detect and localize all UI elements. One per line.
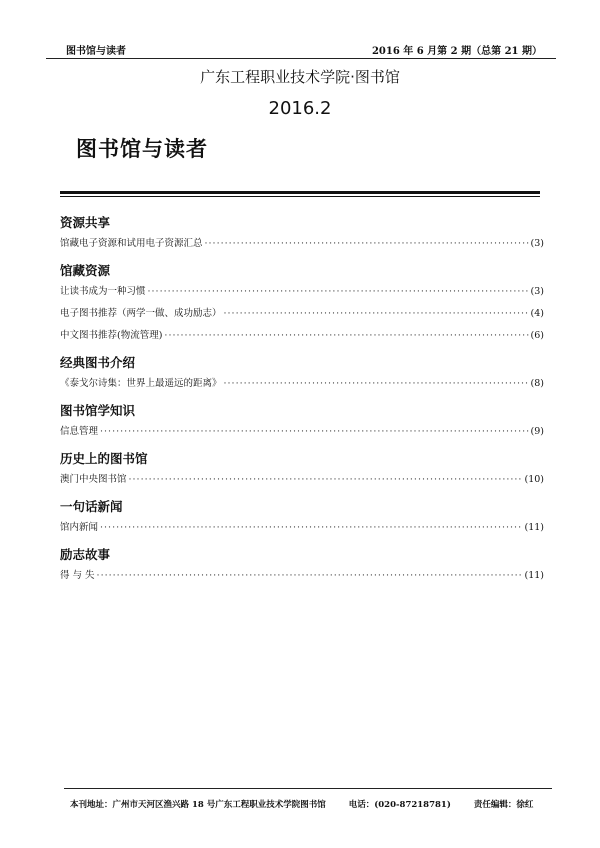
toc-section-heading: 励志故事 bbox=[60, 547, 111, 562]
footer-address: 本刊地址：广州市天河区渔兴路 18 号广东工程职业技术学院图书馆 bbox=[70, 800, 326, 810]
toc-leader-dots bbox=[224, 303, 529, 325]
toc-entry-page: (3) bbox=[530, 238, 544, 249]
table-of-contents bbox=[60, 213, 544, 587]
toc-leader-dots bbox=[97, 565, 523, 587]
toc-entry[interactable] bbox=[60, 565, 544, 587]
issue-date: 2016.2 bbox=[268, 98, 332, 119]
toc-entry-page: (6) bbox=[530, 330, 544, 341]
toc-section-heading: 一句话新闻 bbox=[60, 499, 123, 514]
toc-entry-title: 馆内新闻 bbox=[60, 522, 99, 533]
toc-section-heading: 馆藏资源 bbox=[60, 263, 111, 278]
toc-entry-title: 中文图书推荐(物流管理) bbox=[60, 330, 163, 341]
toc-entry[interactable] bbox=[60, 325, 544, 347]
header-issue-info: 2016 年 6 月第 2 期（总第 21 期） bbox=[371, 46, 542, 57]
running-header bbox=[46, 40, 556, 59]
toc-entry-title: 澳门中央图书馆 bbox=[60, 474, 127, 485]
toc-entry-page: (9) bbox=[530, 426, 544, 437]
toc-leader-dots bbox=[224, 373, 529, 395]
footer bbox=[70, 798, 553, 810]
toc-entry-title: 得 与 失 bbox=[60, 570, 95, 581]
toc-section-heading: 历史上的图书馆 bbox=[60, 451, 148, 466]
title-divider-thick bbox=[60, 191, 540, 194]
toc-leader-dots bbox=[129, 469, 523, 491]
toc-entry[interactable] bbox=[60, 303, 544, 325]
toc-entry-title: 馆藏电子资源和试用电子资源汇总 bbox=[60, 238, 203, 249]
toc-entry-page: (10) bbox=[524, 474, 544, 485]
toc-section-heading: 经典图书介绍 bbox=[60, 355, 136, 370]
toc-entry[interactable] bbox=[60, 469, 544, 491]
toc-entry-page: (11) bbox=[524, 522, 544, 533]
footer-editor: 责任编辑：徐红 bbox=[473, 800, 534, 810]
toc-leader-dots bbox=[148, 281, 529, 303]
toc-entry-page: (3) bbox=[530, 286, 544, 297]
toc-entry[interactable] bbox=[60, 373, 544, 395]
toc-entry-title: 《泰戈尔诗集：世界上最遥远的距离》 bbox=[60, 378, 222, 389]
organization-name: 广东工程职业技术学院·图书馆 bbox=[200, 68, 400, 86]
toc-section-heading: 资源共享 bbox=[60, 215, 111, 230]
toc-leader-dots bbox=[100, 517, 522, 539]
toc-leader-dots bbox=[205, 233, 529, 255]
toc-entry[interactable] bbox=[60, 517, 544, 539]
header-publication-name: 图书馆与读者 bbox=[66, 46, 126, 57]
toc-entry[interactable] bbox=[60, 281, 544, 303]
publication-title: 图书馆与读者 bbox=[76, 137, 208, 161]
toc-entry-page: (8) bbox=[530, 378, 544, 389]
toc-entry-title: 信息管理 bbox=[60, 426, 99, 437]
toc-leader-dots bbox=[164, 325, 528, 347]
toc-entry-page: (4) bbox=[530, 308, 544, 319]
footer-divider bbox=[64, 788, 552, 789]
title-divider-thin bbox=[60, 196, 540, 197]
footer-phone: 电话：(020-87218781) bbox=[348, 800, 451, 810]
toc-section-heading: 图书馆学知识 bbox=[60, 403, 136, 418]
toc-entry[interactable] bbox=[60, 233, 544, 255]
toc-leader-dots bbox=[100, 421, 529, 443]
toc-entry-title: 让读书成为一种习惯 bbox=[60, 286, 146, 297]
toc-entry-page: (11) bbox=[524, 570, 544, 581]
toc-entry-title: 电子图书推荐（两学一做、成功励志） bbox=[60, 308, 222, 319]
toc-entry[interactable] bbox=[60, 421, 544, 443]
